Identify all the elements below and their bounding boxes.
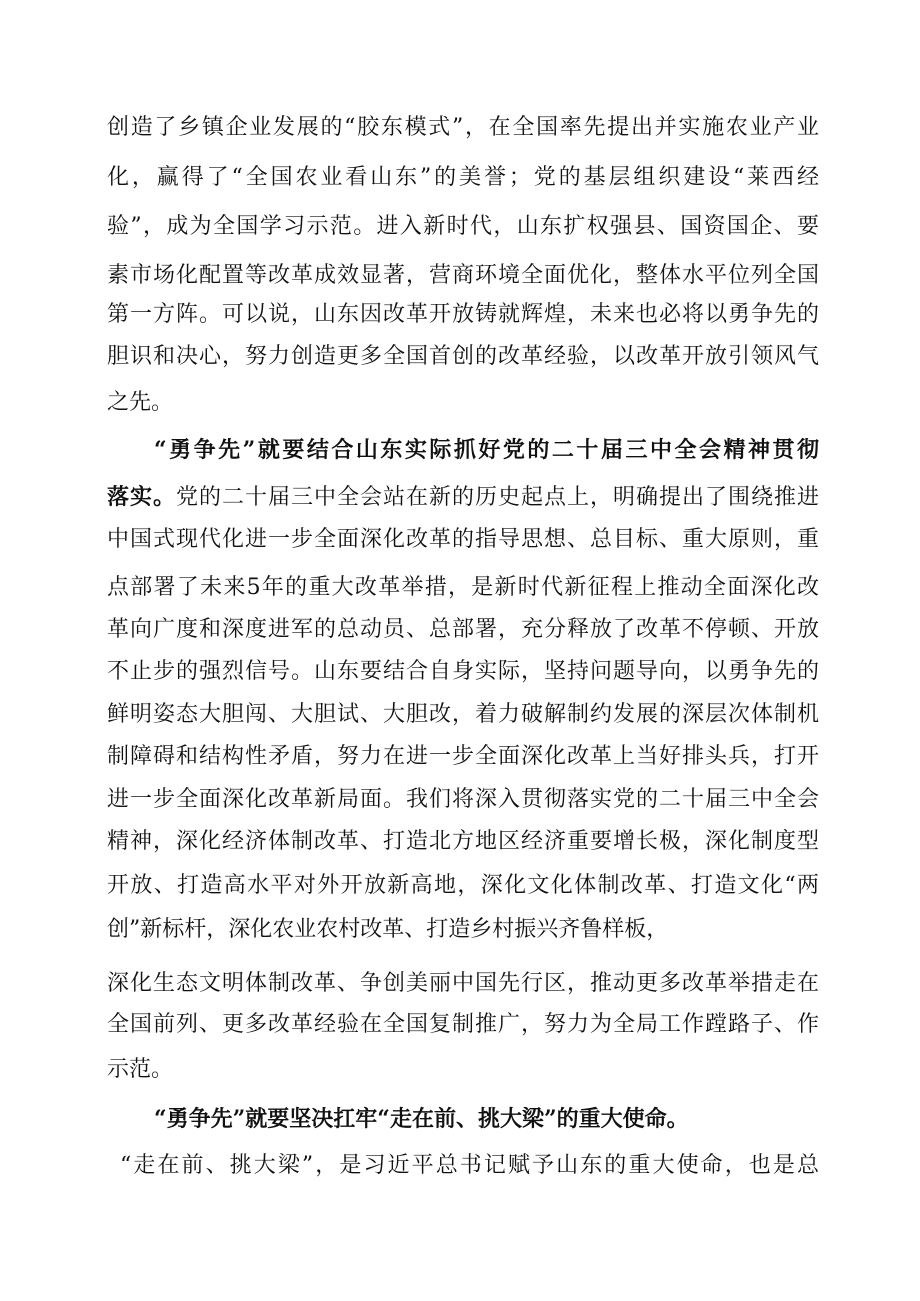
para2-line-15: 示范。 (107, 1057, 174, 1082)
para2-line-5: 革向广度和深度进军的总动员、总部署，充分释放了改革不停顿、开放 (107, 617, 819, 642)
para2-line-10: 精神，深化经济体制改革、打造北方地区经济重要增长极，深化制度型 (107, 829, 819, 854)
para2-line-9: 进一步全面深化改革新局面。我们将深入贯彻落实党的二十届三中全会 (107, 787, 819, 812)
para2-line-2-text: 党的二十届三中全会站在新的历史起点上，明确提出了围绕推进 (176, 485, 819, 510)
para1-line-7: 之先。 (107, 390, 174, 415)
para2-line-12: 创”新标杆，深化农业农村改革、打造乡村振兴齐鲁样板， (107, 917, 669, 942)
para3-line-1: “走在前、挑大梁”，是习近平总书记赋予山东的重大使命，也是总 (120, 1153, 819, 1178)
para2-line-2 (107, 479, 819, 515)
para1-line-3: 验”，成为全国学习示范。进入新时代，山东扩权强县、国资国企、要 (107, 214, 819, 239)
para1-line-6: 胆识和决心，努力创造更多全国首创的改革经验，以改革开放引领风气 (107, 344, 819, 369)
para2-line-7: 鲜明姿态大胆闯、大胆试、大胆改，着力破解制约发展的深层次体制机 (107, 702, 819, 727)
para2-line-3: 中国式现代化进一步全面深化改革的指导思想、总目标、重大原则，重 (107, 527, 819, 552)
para1-line-1: 创造了乡镇企业发展的“胶东模式”，在全国率先提出并实施农业产业 (107, 115, 819, 140)
para1-line-5: 第一方阵。可以说，山东因改革开放铸就辉煌，未来也必将以勇争先的 (107, 302, 819, 327)
para2-line-4: 点部署了未来5年的重大改革举措，是新时代新征程上推动全面深化改 (107, 575, 819, 600)
para2-heading-end: 落实。 (107, 484, 176, 510)
para1-line-4: 素市场化配置等改革成效显著，营商环境全面优化，整体水平位列全国 (107, 263, 819, 288)
para2-line-11: 开放、打造高水平对外开放新高地，深化文化体制改革、打造文化“两 (107, 873, 819, 898)
para1-line-2: 化，赢得了“全国农业看山东”的美誉；党的基层组织建设“莱西经 (107, 165, 819, 190)
para3-heading: “勇争先”就要坚决扛牢“走在前、挑大梁”的重大使命。 (154, 1106, 689, 1132)
para2-line-13: 深化生态文明体制改革、争创美丽中国先行区，推动更多改革举措走在 (107, 971, 819, 996)
para2-line-6: 不止步的强烈信号。山东要结合自身实际，坚持问题导向，以勇争先的 (107, 659, 819, 684)
para2-line-8: 制障碍和结构性矛盾，努力在进一步全面深化改革上当好排头兵，打开 (107, 744, 819, 769)
para2-heading-line-1: “勇争先”就要结合山东实际抓好党的二十届三中全会精神贯彻 (154, 437, 819, 463)
para2-line-14: 全国前列、更多改革经验在全国复制推广，努力为全局工作蹚路子、作 (107, 1012, 819, 1037)
